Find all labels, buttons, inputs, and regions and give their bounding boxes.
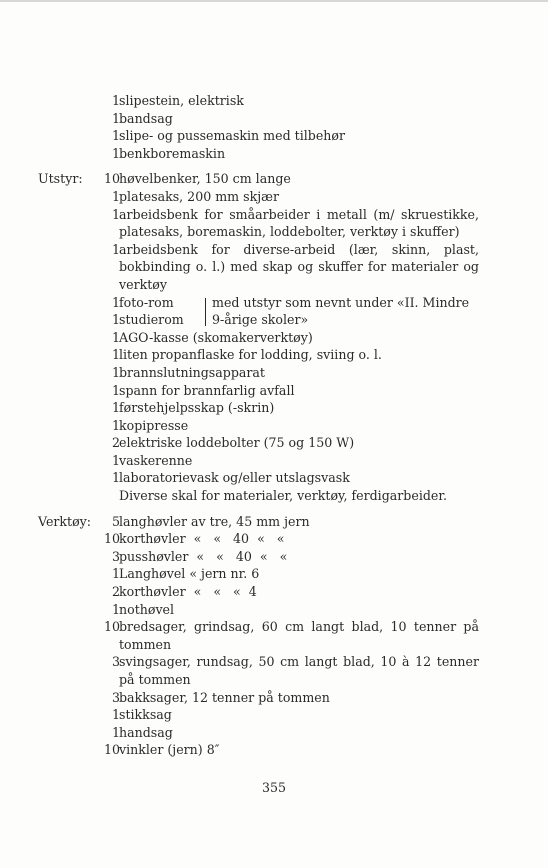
list-item — [0, 92, 548, 110]
item-text: Langhøvel « jern nr. 6 — [119, 566, 260, 582]
item-quantity: 1 — [111, 707, 120, 723]
list-item — [0, 513, 548, 531]
item-quantity: 1 — [111, 452, 120, 468]
item-text: bandsag — [119, 110, 173, 126]
item-quantity: 10 — [103, 619, 120, 635]
item-text: vinkler (jern) 8″ — [119, 742, 220, 758]
item-text: slipe- og pussemaskin med tilbehør — [119, 128, 345, 144]
item-text: kopipresse — [119, 417, 189, 433]
item-quantity: 10 — [103, 171, 120, 187]
list-item — [0, 469, 548, 487]
list-item — [0, 417, 548, 435]
item-quantity: 1 — [111, 400, 120, 416]
list-item — [0, 206, 548, 241]
section-label-utstyr: Utstyr: — [38, 171, 83, 187]
item-quantity: 3 — [111, 548, 120, 564]
item-text: spann for brannfarlig avfall — [119, 382, 295, 398]
item-text: arbeidsbenk for småarbeider i metall (m/ skruestikke, platesaks, boremaskin, loddebolter, verktøy i skuffer) — [119, 206, 479, 240]
list-item — [0, 434, 548, 452]
list-item — [0, 565, 548, 583]
item-quantity: 10 — [103, 531, 120, 547]
item-quantity: 1 — [111, 470, 120, 486]
item-quantity: 1 — [111, 128, 120, 144]
list-item — [0, 399, 548, 417]
item-quantity: 1 — [111, 145, 120, 161]
item-text: liten propanflaske for lodding, sviing o. l. — [119, 347, 382, 363]
item-text: brannslutningsapparat — [119, 364, 265, 380]
item-text: vaskerenne — [119, 452, 193, 468]
list-item — [0, 689, 548, 707]
item-text: benkboremaskin — [119, 145, 226, 161]
item-quantity: 1 — [111, 601, 120, 617]
item-text: nothøvel — [119, 601, 175, 617]
brace-note: med utstyr som nevnt under «II. Mindre 9-årige skoler» — [212, 294, 470, 328]
item-text: studierom — [119, 312, 184, 328]
list-item — [0, 188, 548, 206]
list-item — [0, 145, 548, 163]
footer-text: Diverse skal for materialer, verktøy, ferdigarbeider. — [119, 488, 447, 504]
item-quantity: 1 — [111, 294, 120, 310]
list-item — [0, 382, 548, 400]
item-quantity: 1 — [111, 364, 120, 380]
list-item — [0, 706, 548, 724]
page-top-edge — [0, 0, 548, 2]
item-text: stikksag — [119, 707, 172, 723]
item-quantity: 10 — [103, 742, 120, 758]
list-item — [0, 110, 548, 128]
item-quantity: 1 — [111, 93, 120, 108]
item-quantity: 1 — [111, 724, 120, 740]
page-number: 355 — [261, 780, 287, 795]
item-text: AGO-kasse (skomakerverktøy) — [119, 329, 313, 345]
item-quantity: 3 — [111, 689, 120, 705]
section-label-verktoy: Verktøy: — [38, 513, 92, 529]
braced-item-group — [0, 294, 548, 329]
list-item — [0, 583, 548, 601]
item-text: høvelbenker, 150 cm lange — [119, 171, 291, 187]
list-item — [0, 741, 548, 759]
list-item — [0, 241, 548, 294]
item-text: korthøvler « « « 4 — [119, 584, 257, 600]
item-quantity: 1 — [111, 312, 120, 328]
item-text: korthøvler « « 40 « « — [119, 531, 285, 547]
list-item — [0, 724, 548, 742]
item-quantity: 2 — [111, 435, 120, 451]
item-quantity: 1 — [111, 188, 120, 204]
item-text: pusshøvler « « 40 « « — [119, 548, 288, 564]
list-item — [0, 548, 548, 566]
item-text: foto-rom — [119, 294, 174, 310]
item-text: arbeidsbenk for diverse-arbeid (lær, skinn, plast, bokbinding o. l.) med skap og skuffer for materialer og verktøy — [119, 241, 479, 292]
item-text: bredsager, grindsag, 60 cm langt blad, 10 tenner på tommen — [119, 619, 479, 652]
list-item — [0, 364, 548, 382]
item-quantity: 1 — [111, 110, 120, 126]
brace-bracket — [202, 298, 206, 326]
item-text: elektriske loddebolter (75 og 150 W) — [119, 435, 355, 451]
list-item — [0, 530, 548, 548]
item-text: førstehjelpsskap (-skrin) — [119, 400, 275, 416]
list-item — [0, 127, 548, 145]
item-text: platesaks, 200 mm skjær — [119, 188, 279, 204]
item-quantity: 5 — [111, 513, 120, 529]
item-quantity: 1 — [111, 382, 120, 398]
item-quantity: 1 — [111, 206, 120, 222]
list-item — [0, 346, 548, 364]
list-item — [0, 170, 548, 188]
item-text: bakksager, 12 tenner på tommen — [119, 689, 330, 705]
item-quantity: 3 — [111, 654, 120, 670]
item-text: slipestein, elektrisk — [119, 93, 244, 108]
item-quantity: 1 — [111, 417, 120, 433]
list-item — [0, 618, 548, 653]
item-quantity: 1 — [111, 329, 120, 345]
list-item — [0, 653, 548, 688]
item-quantity: 2 — [111, 584, 120, 600]
item-text: svingsager, rundsag, 50 cm langt blad, 10 à 12 tenner på tommen — [119, 654, 479, 688]
item-quantity: 1 — [111, 566, 120, 582]
document-page — [0, 92, 548, 759]
item-text: langhøvler av tre, 45 mm jern — [119, 513, 310, 529]
item-text: handsag — [119, 724, 173, 740]
item-text: laboratorievask og/eller utslagsvask — [119, 470, 350, 486]
list-item — [0, 329, 548, 347]
list-item — [0, 452, 548, 470]
list-item — [0, 601, 548, 619]
item-quantity: 1 — [111, 347, 120, 363]
list-footer — [0, 487, 548, 505]
item-quantity: 1 — [111, 241, 120, 257]
